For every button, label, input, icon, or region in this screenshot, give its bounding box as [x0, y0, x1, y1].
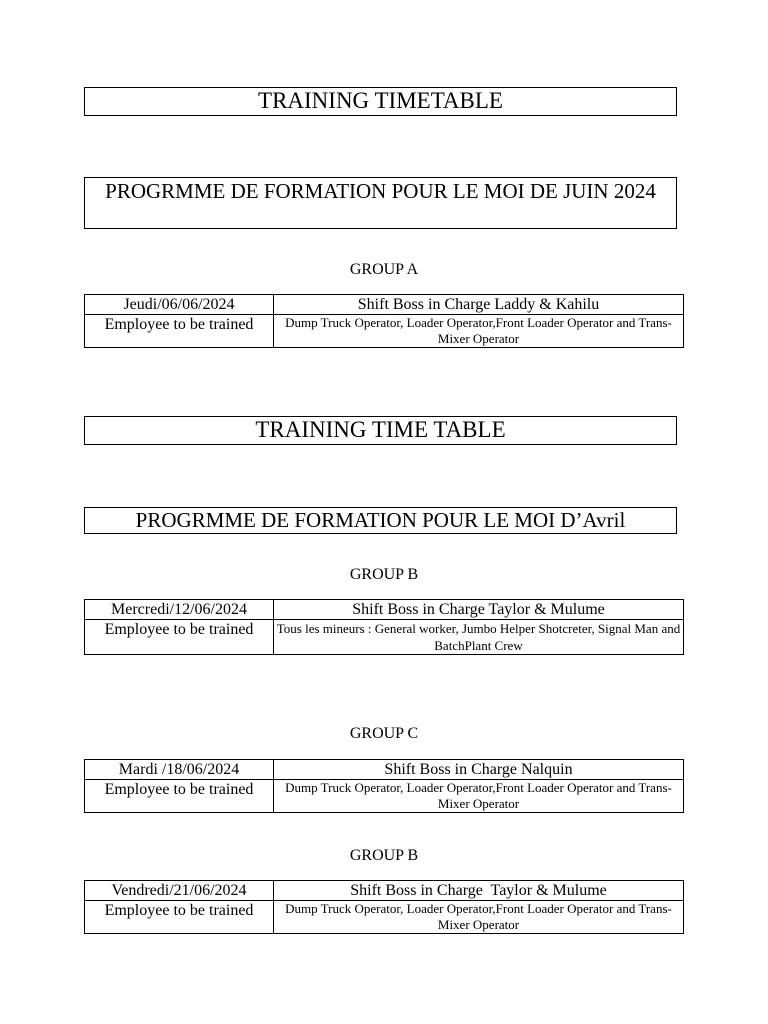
table-row — [85, 315, 684, 348]
group-label-b-second: GROUP B — [349, 847, 419, 864]
employee-roles: Dump Truck Operator, Loader Operator,Front Loader Operator and Trans-Mixer Operator — [274, 780, 684, 813]
table-row — [85, 780, 684, 813]
session-date: Mercredi/12/06/2024 — [85, 600, 274, 620]
employee-label: Employee to be trained — [85, 780, 274, 813]
employee-label: Employee to be trained — [85, 620, 274, 655]
employee-label: Employee to be trained — [85, 315, 274, 348]
programme-title-2: PROGRMME DE FORMATION POUR LE MOI D’Avril — [84, 507, 677, 534]
session-date: Jeudi/06/06/2024 — [85, 295, 274, 315]
shift-boss: Shift Boss in Charge Laddy & Kahilu — [274, 295, 684, 315]
group-label-c: GROUP C — [349, 725, 419, 742]
table-row — [85, 881, 684, 901]
timetable-title-2: TRAINING TIME TABLE — [84, 416, 677, 445]
shift-boss: Shift Boss in Charge Taylor & Mulume — [274, 881, 684, 901]
table-row — [85, 620, 684, 655]
group-label-a: GROUP A — [349, 261, 419, 278]
employee-label: Employee to be trained — [85, 901, 274, 934]
shift-boss: Shift Boss in Charge Taylor & Mulume — [274, 600, 684, 620]
table-row — [85, 295, 684, 315]
employee-roles: Tous les mineurs : General worker, Jumbo Helper Shotcreter, Signal Man and BatchPlant Crew — [274, 620, 684, 655]
table-row — [85, 760, 684, 780]
table-row — [85, 901, 684, 934]
group-label-b: GROUP B — [349, 566, 419, 583]
programme-title-1: PROGRMME DE FORMATION POUR LE MOI DE JUIN 2024 — [84, 177, 677, 229]
employee-roles: Dump Truck Operator, Loader Operator,Front Loader Operator and Trans-Mixer Operator — [274, 901, 684, 934]
session-date: Vendredi/21/06/2024 — [85, 881, 274, 901]
session-table-group-b-second — [84, 880, 684, 934]
session-table-group-a — [84, 294, 684, 348]
table-row — [85, 600, 684, 620]
session-date: Mardi /18/06/2024 — [85, 760, 274, 780]
session-table-group-b — [84, 599, 684, 655]
timetable-title-1: TRAINING TIMETABLE — [84, 87, 677, 116]
employee-roles: Dump Truck Operator, Loader Operator,Front Loader Operator and Trans-Mixer Operator — [274, 315, 684, 348]
session-table-group-c — [84, 759, 684, 813]
shift-boss: Shift Boss in Charge Nalquin — [274, 760, 684, 780]
